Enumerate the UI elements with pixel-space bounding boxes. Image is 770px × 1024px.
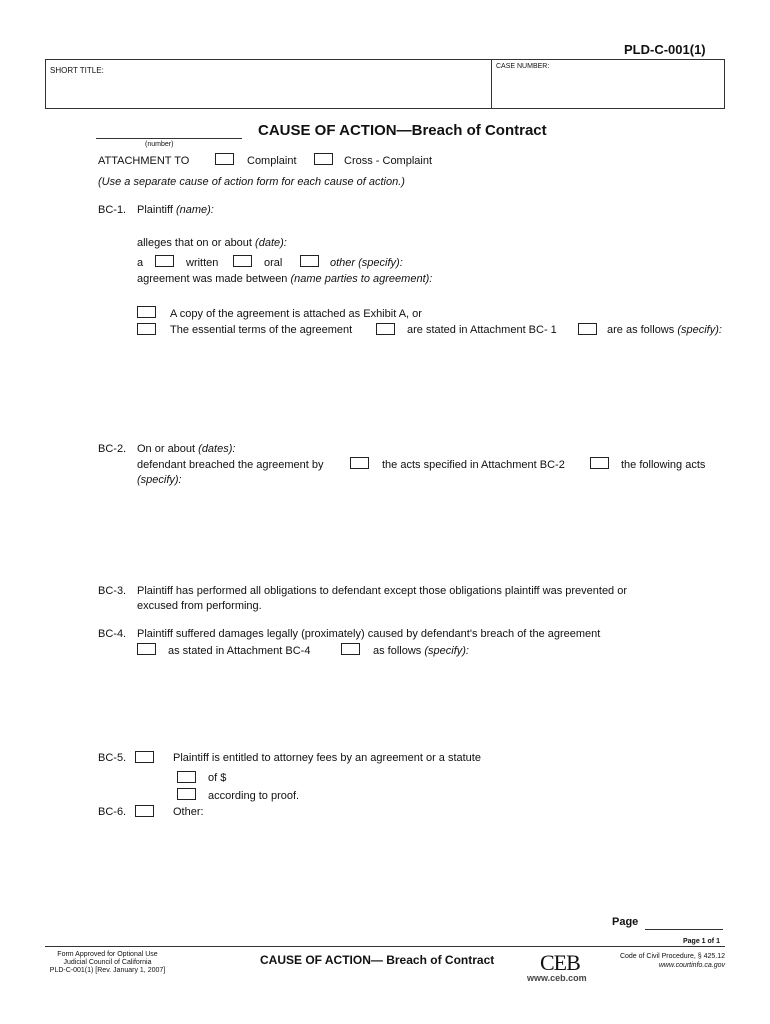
bc1-agreement-text: agreement was made between [137, 273, 288, 285]
bc2-specify-hint: (specify): [137, 474, 182, 486]
complaint-checkbox[interactable] [215, 153, 234, 165]
bc4-number: BC-4. [98, 628, 127, 640]
other-label: other (specify): [330, 257, 403, 269]
footer-title: CAUSE OF ACTION— Breach of Contract [260, 953, 495, 967]
bc1-date-hint: (date): [255, 237, 287, 249]
bc1-alleges-text: alleges that on or about [137, 237, 252, 249]
courts-url[interactable]: www.courtinfo.ca.gov [658, 962, 725, 969]
bc5-of-label: of $ [208, 772, 227, 784]
attachment-label: ATTACHMENT TO [98, 155, 190, 167]
bc1-follows-text: are as follows [607, 324, 675, 336]
other-checkbox[interactable] [300, 255, 319, 267]
complaint-label: Complaint [247, 155, 297, 167]
bc2-following-label: the following acts [621, 459, 706, 471]
page-title: CAUSE OF ACTION—Breach of Contract [258, 122, 547, 139]
page-label: Page [612, 916, 639, 928]
bc3-line1: Plaintiff has performed all obligations to defendant except those obligations plaintiff was prevented or [137, 585, 628, 597]
bc1-name-hint: (name): [175, 204, 214, 216]
short-title-label: SHORT TITLE: [50, 66, 104, 75]
bc1-attachment-label: are stated in Attachment BC- 1 [407, 324, 557, 336]
bc2-on-or-about [137, 443, 235, 455]
bc4-follows-text: as follows [373, 645, 422, 657]
written-checkbox[interactable] [155, 255, 174, 267]
bc1-plaintiff-text: Plaintiff [137, 204, 173, 216]
bc1-plaintiff [137, 204, 214, 216]
approved-line1: Form Approved for Optional Use [57, 951, 158, 958]
oral-label: oral [264, 257, 283, 269]
bc1-agreement [137, 273, 432, 285]
bc2-attachment-label: the acts specified in Attachment BC-2 [382, 459, 565, 471]
bc1-parties-hint: (name parties to agreement): [290, 273, 433, 285]
form-id: PLD-C-001(1) [624, 42, 706, 57]
bc4-text: Plaintiff suffered damages legally (proximately) caused by defendant's breach of the agreement [137, 628, 601, 640]
ceb-url[interactable]: www.ceb.com [527, 973, 587, 983]
cross-complaint-label: Cross - Complaint [344, 155, 433, 167]
bc6-checkbox[interactable] [135, 805, 154, 817]
bc2-on-or-about-text: On or about [137, 443, 196, 455]
bc1-a: a [137, 257, 144, 269]
bc6-number: BC-6. [98, 806, 127, 818]
cross-complaint-checkbox[interactable] [314, 153, 333, 165]
essential-terms-label: The essential terms of the agreement [170, 324, 353, 336]
bc1-specify-hint: (specify): [677, 324, 722, 336]
bc3-line2: excused from performing. [137, 600, 262, 612]
code-citation: Code of Civil Procedure, § 425.12 [619, 953, 725, 960]
instruction-text: (Use a separate cause of action form for each cause of action.) [98, 176, 405, 188]
bc4-attachment-checkbox[interactable] [137, 643, 156, 655]
bc2-number: BC-2. [98, 443, 127, 455]
bc1-alleges [137, 237, 287, 249]
approved-line2: Judicial Council of California [63, 959, 152, 966]
bc4-attachment-label: as stated in Attachment BC-4 [168, 645, 311, 657]
bc2-dates-hint: (dates): [198, 443, 236, 455]
number-field[interactable] [96, 138, 242, 139]
page-number-field[interactable] [645, 929, 723, 930]
bc2-attachment-checkbox[interactable] [350, 457, 369, 469]
bc5-text: Plaintiff is entitled to attorney fees by an agreement or a statute [173, 752, 481, 764]
approved-line3: PLD-C-001(1) [Rev. January 1, 2007] [49, 967, 166, 974]
bc2-breached: defendant breached the agreement by [137, 459, 324, 471]
bc1-number: BC-1. [98, 204, 127, 216]
ceb-logo: CEB [540, 950, 580, 975]
bc1-follows [607, 324, 722, 336]
written-label: written [186, 257, 219, 269]
bc4-follows [373, 645, 469, 657]
bc5-proof-checkbox[interactable] [177, 788, 196, 800]
number-caption: (number) [145, 141, 174, 148]
bc5-checkbox[interactable] [135, 751, 154, 763]
case-number-field[interactable] [496, 74, 720, 106]
bc6-other-label: Other: [173, 806, 204, 818]
essential-terms-checkbox[interactable] [137, 323, 156, 335]
bc3-number: BC-3. [98, 585, 127, 597]
copy-attached-checkbox[interactable] [137, 306, 156, 318]
copy-attached-label: A copy of the agreement is attached as Exhibit A, or [170, 308, 422, 320]
bc1-follows-checkbox[interactable] [578, 323, 597, 335]
header-divider [491, 59, 492, 109]
page-of: Page 1 of 1 [683, 938, 720, 945]
bc1-attachment-checkbox[interactable] [376, 323, 395, 335]
bc5-number: BC-5. [98, 752, 127, 764]
short-title-field[interactable] [110, 62, 486, 106]
case-number-label: CASE NUMBER: [496, 63, 550, 70]
oral-checkbox[interactable] [233, 255, 252, 267]
bc4-follows-checkbox[interactable] [341, 643, 360, 655]
bc5-amount-checkbox[interactable] [177, 771, 196, 783]
footer-rule [45, 946, 725, 947]
bc4-specify-hint: (specify): [424, 645, 469, 657]
bc5-proof-label: according to proof. [208, 790, 300, 802]
bc2-following-checkbox[interactable] [590, 457, 609, 469]
